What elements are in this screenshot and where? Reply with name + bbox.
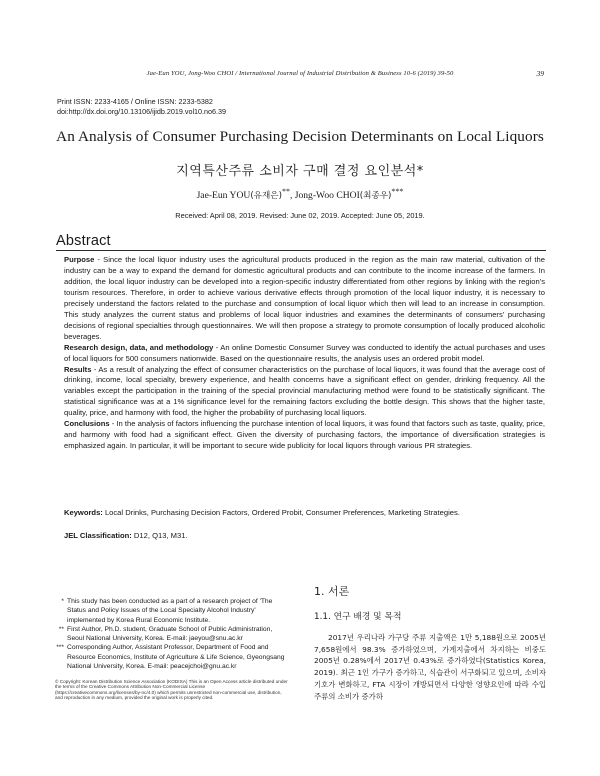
jel-label: JEL Classification: — [64, 531, 132, 540]
abstract-body — [64, 255, 545, 452]
abstract-results — [64, 365, 545, 420]
footnote-text: Corresponding Author, Assistant Professor, Department of Food and Resource Economics, Institute of Agriculture & Life Science, Gyeongsang National University, Korea. E-mail: peacejchoi@gnu.ac.kr — [67, 644, 285, 671]
intro-paragraph: 2017년 우리나라 가구당 주류 지출액은 1만 5,188원으로 2005년 7,658원에서 98.3% 증가하였으며, 가계지출에서 차지하는 비중도 2005년 0.28%에서 2017년 0.43%로 증가하였다(Statistics Korea, 2019). 최근 1인 가구가 증가하고, 식습관이 서구화되고 있으며, 소비자 기호가 변화하고, FTA 시장이 개방되면서 다양한 영향요인에 따라 수입 주류의 소비가 증가하 — [314, 633, 546, 701]
footnote-3 — [55, 643, 290, 671]
abstract-design — [64, 343, 545, 365]
keywords-label: Keywords: — [64, 508, 103, 517]
section-heading: 1. 서론 — [314, 585, 350, 598]
footnote-mark: * — [61, 598, 64, 605]
issn-line: Print ISSN: 2233-4165 / Online ISSN: 2233-5382 — [57, 97, 213, 106]
footnote-2 — [55, 625, 290, 644]
footnote-mark: *** — [56, 644, 64, 652]
results-label: Results — [64, 364, 92, 374]
keywords-line — [64, 508, 545, 517]
copyright-notice: © Copyright: Korean Distribution Science Association (KODISA) This is an Open Access article distributed under the terms of the Creative Commons Attribution Non-Commercial License (https://creativecommons.org/licenses/by-nc/4.0) which permits unrestricted non-commercial use, distribution, and reproduction in any medium, provided the original work is properly cited. — [55, 679, 288, 701]
conclusions-text: - In the analysis of factors influencing the purchase intention of local liquors, it was found that factors such as taste, quality, price, and harmony with food had a significant effect. Given the diversity of purchasing factors, the importance of diversification strategies is emphasized again. In particular, it will be important to secure wide publicity for local liquors through various PR strategies. — [64, 419, 545, 451]
received-dates: Received: April 08, 2019. Revised: June 02, 2019. Accepted: June 05, 2019. — [175, 211, 425, 220]
doi-line[interactable]: doi:http://dx.doi.org/10.13106/ijidb.2019.vol10.no6.39 — [57, 107, 227, 116]
footnotes — [55, 597, 290, 671]
design-label: Research design, data, and methodology — [64, 342, 214, 352]
issn-block — [57, 97, 226, 117]
author-1-korean: (유재은) — [250, 191, 282, 202]
running-head: Jae-Eun YOU, Jong-Woo CHOI / International Journal of Industrial Distribution & Business 10-6 (2019) 39-50 — [146, 70, 454, 77]
jel-text: D12, Q13, M31. — [131, 531, 188, 540]
page-number: 39 — [536, 69, 544, 78]
abstract-conclusions — [64, 419, 545, 452]
keywords-text: Local Drinks, Purchasing Decision Factors, Ordered Probit, Consumer Preferences, Marketing Strategies. — [102, 508, 460, 517]
design-text: - An online Domestic Consumer Survey was conducted to identify the actual purchases and uses of local liquors for 500 consumers nationwide. Based on the questionnaire results, the analysis uses an ordered probit model. — [64, 342, 545, 363]
jel-line — [64, 531, 545, 540]
footnote-1 — [55, 597, 290, 625]
author-2-mark: *** — [391, 187, 404, 196]
author-1-name: Jae-Eun YOU — [196, 190, 251, 202]
author-separator: , — [289, 190, 295, 202]
purpose-label: Purpose — [64, 255, 95, 264]
results-text: - As a result of analyzing the effect of consumer characteristics on the purchase of local liquors, it was found that the average cost of drinking, income, local specialty, brewery experience, and health concerns have a significant effect on gender, drinking frequency. All the variables except the participation in the training of the special provincial manufacturing method were found to be statistically significant. The statistical significance was at a 1% significance level for the remaining factors excluding the bottle design. This shows that the higher taste, quality, price, and harmony with food, the higher the probability of purchasing local liquors. — [64, 364, 545, 418]
abstract-rule — [56, 250, 546, 251]
korean-title: 지역특산주류 소비자 구매 결정 요인분석* — [176, 164, 424, 179]
author-2-korean: (최종우) — [359, 191, 392, 202]
abstract-purpose — [64, 255, 545, 343]
paper-title: An Analysis of Consumer Purchasing Decision Determinants on Local Liquors — [56, 128, 544, 145]
abstract-heading: Abstract — [56, 233, 111, 249]
author-1-mark: ** — [281, 187, 290, 196]
footnote-mark: ** — [58, 625, 64, 633]
conclusions-label: Conclusions — [64, 419, 110, 429]
footnote-text: This study has been conducted as a part of a research project of 'The Status and Policy Issues of the Local Specialty Alcohol Industry' implemented by Korea Rural Economic Institute. — [67, 598, 273, 624]
authors-line — [30, 187, 570, 201]
subsection-heading: 1.1. 연구 배경 및 목적 — [314, 612, 402, 622]
footnote-text: First Author, Ph.D. student, Graduate School of Public Administration, Seoul National University, Korea. E-mail: jaeyou@snu.ac.kr — [67, 625, 273, 643]
author-2-name: Jong-Woo CHOI — [294, 190, 360, 202]
purpose-text: - Since the local liquor industry uses the agricultural products produced in the region as the main raw material, cultivation of the industry can be a way to expand the demand for domestic agricultural products and can contribute to the income increase of the farmers. In addition, the local liquor industry can be developed into a region-specific industry differentiated from other regions by linking with the region's tourism resources. Therefore, in order to achieve various derivative effects through promotion of the local liquor industry, it is necessary to precisely understand the factors related to the purchase and consumption of local liquor which then will lead to an increase in consumption. This study analyzes the current status and problems of local liquor industries and examines the determinants of consumers' purchasing decisions of regional specialties through questionnaires. We will then propose a strategy to promote consumption of locally produced alcoholic beverages. — [64, 255, 545, 341]
